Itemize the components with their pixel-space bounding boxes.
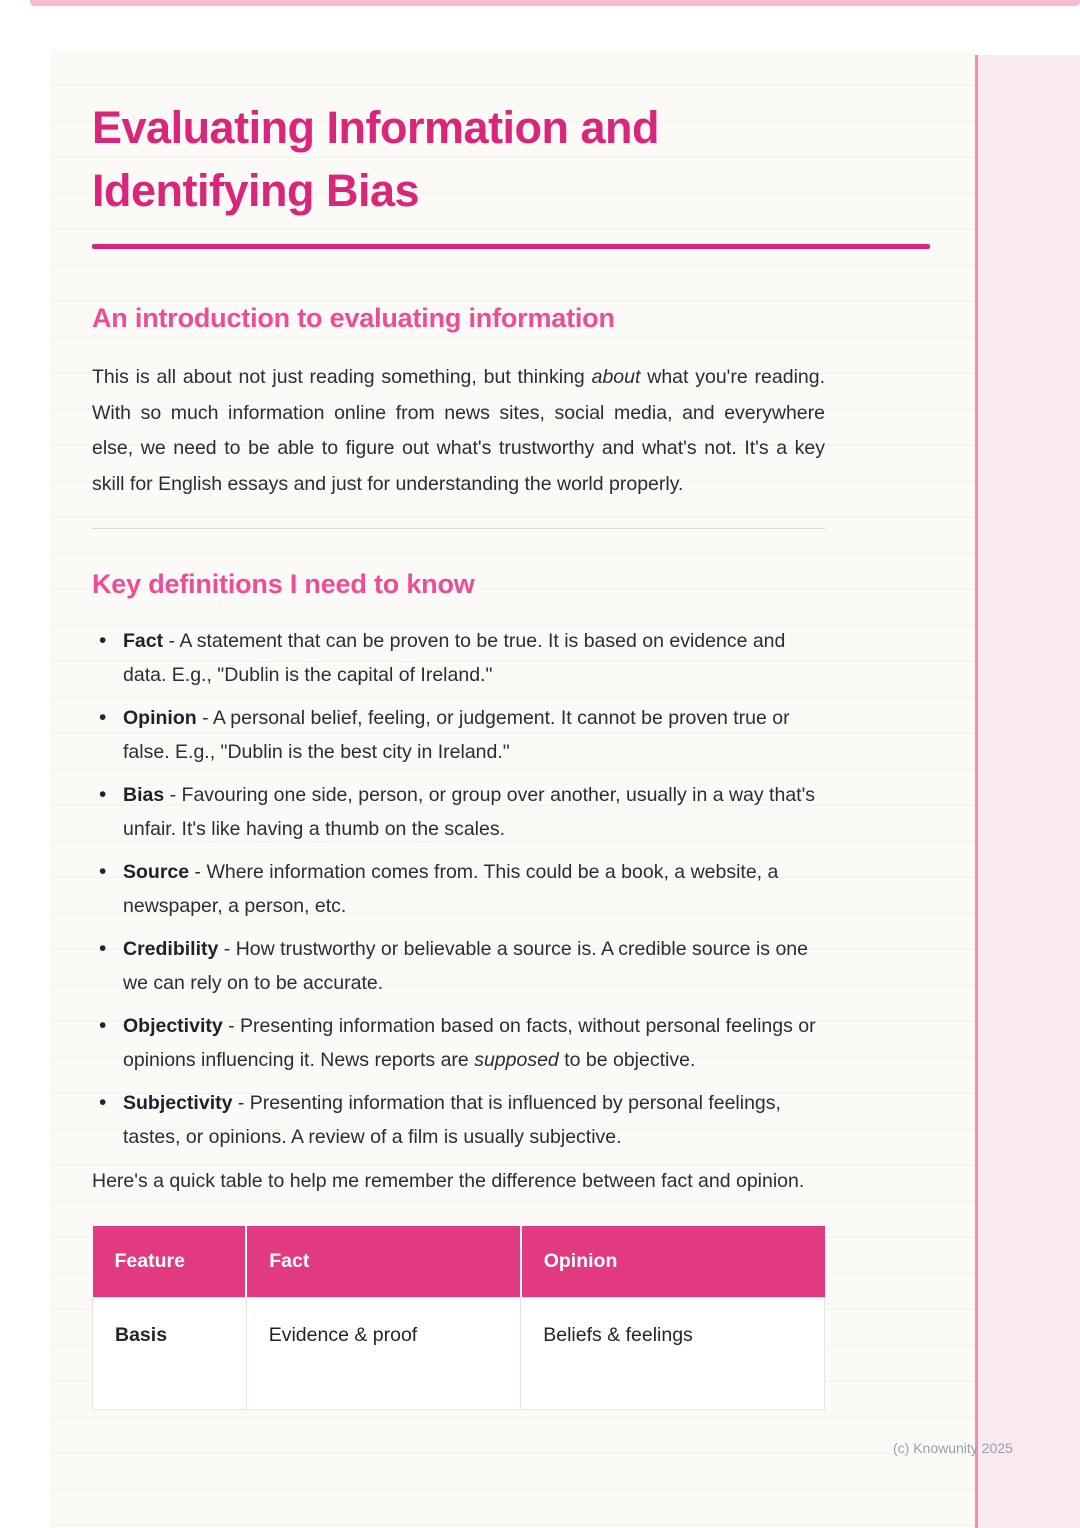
definition-item-objectivity bbox=[92, 1010, 825, 1077]
table-intro-paragraph: Here's a quick table to help me remember the difference between fact and opinion. bbox=[92, 1170, 805, 1192]
definition-text: Where information comes from. This could be a book, a website, a newspaper, a person, etc. bbox=[123, 861, 779, 917]
table-header-feature: Feature bbox=[93, 1226, 247, 1298]
right-side-panel bbox=[978, 55, 1080, 1528]
definition-item-credibility bbox=[92, 933, 825, 1000]
table-header-fact: Fact bbox=[246, 1226, 521, 1298]
table-row-basis bbox=[93, 1297, 825, 1409]
definition-item-bias bbox=[92, 779, 825, 846]
definition-item-opinion bbox=[92, 702, 825, 769]
table-cell-feature: Basis bbox=[93, 1297, 247, 1409]
fact-opinion-table bbox=[92, 1226, 825, 1410]
footer-copyright: (c) Knowunity 2025 bbox=[893, 1440, 1013, 1456]
definition-italic: supposed bbox=[474, 1048, 559, 1071]
definition-text-2: to be objective. bbox=[564, 1048, 696, 1071]
definition-term: Credibility bbox=[123, 938, 219, 960]
definition-item-fact bbox=[92, 625, 825, 692]
intro-text-2: what you're reading. With so much information online from news sites, social media, and everywhere else, we need to be able to figure out what's trustworthy and what's not. It's a key skill for English essays and just for understanding the world properly. bbox=[92, 366, 826, 495]
definition-separator: - bbox=[194, 861, 202, 883]
page-title: Evaluating Information and Identifying Bias bbox=[92, 102, 660, 216]
table-header-opinion: Opinion bbox=[521, 1226, 825, 1298]
definition-text: A personal belief, feeling, or judgement. It cannot be proven true or false. E.g., "Dublin is the best city in Ireland." bbox=[123, 707, 790, 763]
definition-separator: - bbox=[228, 1015, 235, 1037]
definition-separator: - bbox=[169, 784, 177, 806]
section-heading-definitions: Key definitions I need to know bbox=[92, 569, 475, 599]
page-content bbox=[92, 0, 825, 1410]
definition-separator: - bbox=[223, 938, 231, 960]
table-cell-fact: Evidence & proof bbox=[246, 1297, 521, 1409]
definition-text: Favouring one side, person, or group over another, usually in a way that's unfair. It's like having a thumb on the scales. bbox=[123, 784, 816, 840]
table-cell-opinion: Beliefs & feelings bbox=[521, 1297, 825, 1409]
section-heading-intro: An introduction to evaluating information bbox=[92, 303, 615, 333]
section-divider bbox=[92, 528, 825, 529]
definition-term: Objectivity bbox=[123, 1015, 223, 1037]
definition-term: Opinion bbox=[123, 707, 197, 729]
title-rule bbox=[92, 244, 930, 249]
definition-term: Fact bbox=[123, 630, 164, 652]
definition-text: A statement that can be proven to be true. It is based on evidence and data. E.g., "Dublin is the capital of Ireland." bbox=[123, 630, 786, 686]
definition-text: Presenting information based on facts, without personal feelings or opinions influencing it. News reports are bbox=[123, 1015, 816, 1071]
definition-separator: - bbox=[237, 1092, 245, 1114]
definitions-list bbox=[92, 625, 825, 1154]
definition-item-subjectivity bbox=[92, 1087, 825, 1154]
intro-italic-word: about bbox=[591, 366, 641, 388]
definition-term: Bias bbox=[123, 784, 165, 806]
definition-term: Subjectivity bbox=[123, 1092, 233, 1114]
definition-separator: - bbox=[168, 630, 176, 652]
right-accent-line bbox=[975, 55, 978, 1528]
intro-paragraph bbox=[92, 360, 825, 502]
definition-separator: - bbox=[202, 707, 209, 729]
definition-text: How trustworthy or believable a source is. A credible source is one we can rely on to be accurate. bbox=[123, 938, 808, 994]
definition-item-source bbox=[92, 856, 825, 923]
intro-text-1: This is all about not just reading something, but thinking bbox=[92, 366, 585, 388]
table-header-row bbox=[93, 1226, 825, 1298]
definition-term: Source bbox=[123, 861, 190, 883]
definition-text: Presenting information that is influenced by personal feelings, tastes, or opinions. A review of a film is usually subjective. bbox=[123, 1092, 781, 1148]
